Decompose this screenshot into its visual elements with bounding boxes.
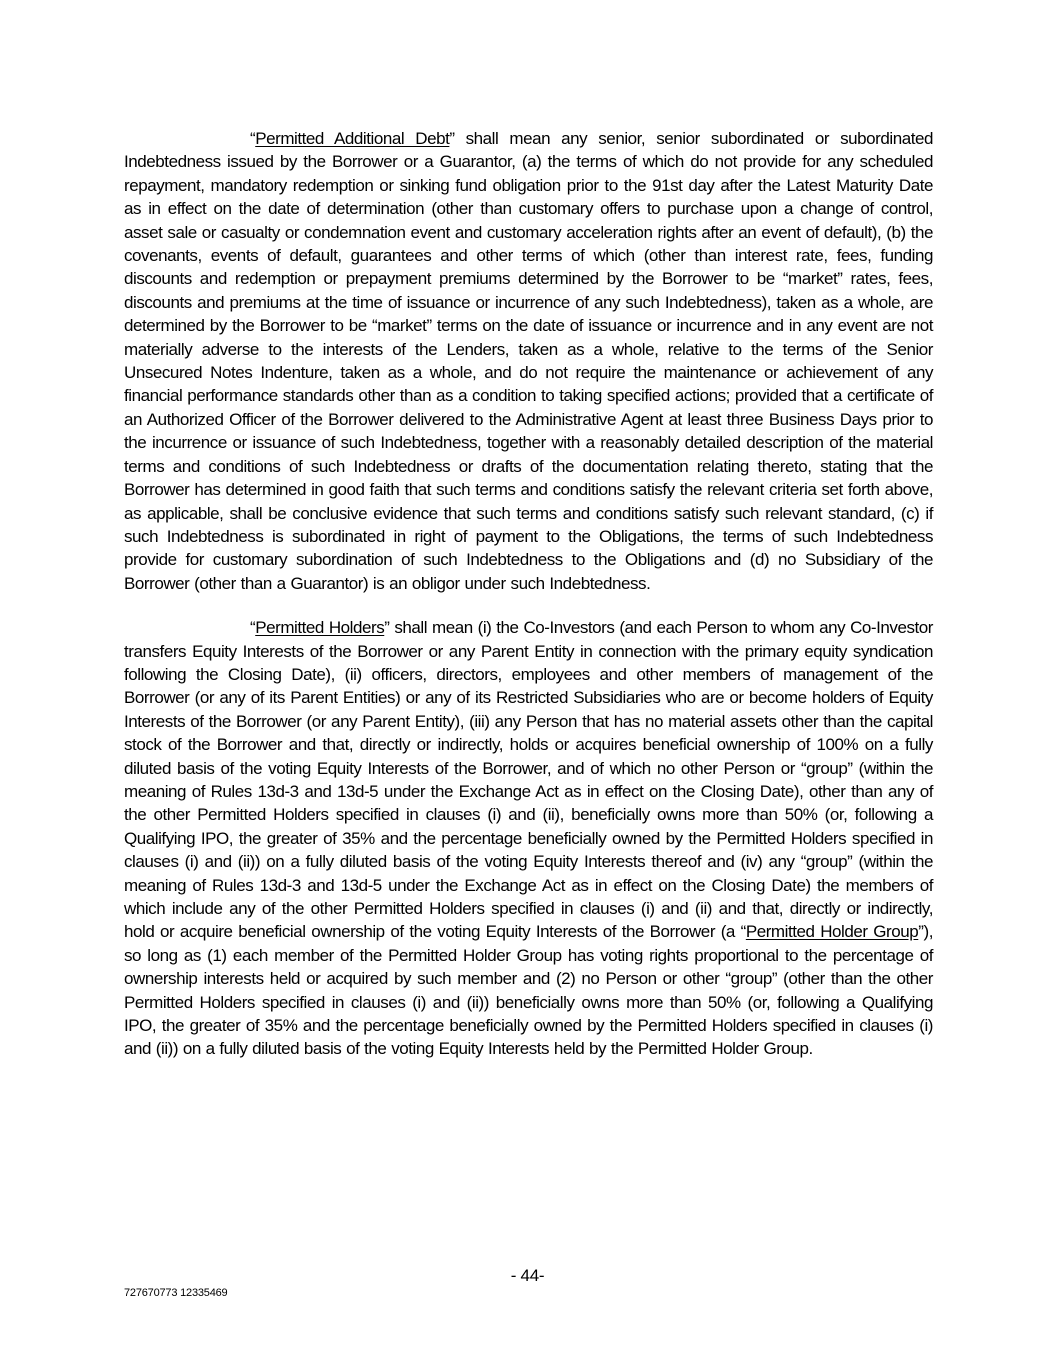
definition-permitted-additional-debt — [124, 127, 933, 595]
definition-text-continued: ”), so long as (1) each member of the Permitted Holder Group has voting rights proportional to the percentage of ownership interests held or acquired by such member and (2) no Person or other “group” (other than the other Permitted Holders specified in clauses (i) and (ii)) beneficially owns more than 50% (or, following a Qualifying IPO, the greater of 35% and the percentage beneficially owned by the Permitted Holders specified in clauses (i) and (ii)) on a fully diluted basis of the voting Equity Interests held by the Permitted Holder Group. — [124, 922, 933, 1059]
definition-text: shall mean (i) the Co-Investors (and each Person to whom any Co-Investor transfers Equity Interests of the Borrower or any Parent Entity in connection with the primary equity syndication following the Closing Date), (ii) officers, directors, employees and other members of management of the Borrower (or any of its Parent Entities) or any of its Restricted Subsidiaries who are or become holders of Equity Interests of the Borrower (or any Parent Entity), (iii) any Person that has no material assets other than the capital stock of the Borrower and that, directly or indirectly, holds or acquires beneficial ownership of 100% on a fully diluted basis of the voting Equity Interests of the Borrower, and of which no other Person or “group” (within the meaning of Rules 13d-3 and 13d-5 under the Exchange Act as in effect on the Closing Date), other than any of the other Permitted Holders specified in clauses (i) and (ii), beneficially owns more than 50% (or, following a Qualifying IPO, the greater of 35% and the percentage beneficially owned by the Permitted Holders specified in clauses (i) and (ii)) on a fully diluted basis of the voting Equity Interests thereof and (iv) any “group” (within the meaning of Rules 13d-3 and 13d-5 under the Exchange Act as in effect on the Closing Date) the members of which include any of the other Permitted Holders specified in clauses (i) and (ii) and that, directly or indirectly, hold or acquire beneficial ownership of the voting Equity Interests of the Borrower (a “ — [124, 618, 933, 942]
open-quote: “ — [250, 129, 256, 148]
open-quote: “ — [250, 618, 256, 638]
defined-term: Permitted Additional Debt — [255, 129, 450, 148]
document-id: 727670773 12335469 — [124, 1287, 228, 1299]
definition-permitted-holders — [124, 616, 933, 1061]
close-quote: ” — [449, 129, 455, 148]
close-quote: ” — [384, 618, 390, 638]
definition-text: shall mean any senior, senior subordinated or subordinated Indebtedness issued by the Borrower or a Guarantor, (a) the terms of which do not provide for any scheduled repayment, mandatory redemption or sinking fund obligation prior to the 91st day after the Latest Maturity Date as in effect on the date of determination (other than customary offers to purchase upon a change of control, asset sale or casualty or condemnation event and customary acceleration rights after an event of default), (b) the covenants, events of default, guarantees and other terms of which (other than interest rate, fees, funding discounts and redemption or prepayment premiums determined by the Borrower to be “market” rates, fees, discounts and premiums at the time of issuance or incurrence of any such Indebtedness), taken as a whole, are determined by the Borrower to be “market” terms on the date of issuance or incurrence and in any event are not materially adverse to the interests of the Lenders, taken as a whole, relative to the terms of the Senior Unsecured Notes Indenture, taken as a whole, and do not require the maintenance or achievement of any financial performance standards other than as a condition to taking specified actions; provided that a certificate of an Authorized Officer of the Borrower delivered to the Administrative Agent at least three Business Days prior to the incurrence or issuance of such Indebtedness, together with a reasonably detailed description of the material terms and conditions of such Indebtedness or drafts of the documentation relating thereto, stating that the Borrower has determined in good faith that such terms and conditions satisfy the relevant criteria set forth above, as applicable, shall be conclusive evidence that such terms and conditions satisfy such relevant standard, (c) if such Indebtedness is subordinated in right of payment to the Obligations, the terms of such Indebtedness provide for customary subordination of such Indebtedness to the Obligations and (d) no Subsidiary of the Borrower (other than a Guarantor) is an obligor under such Indebtedness. — [124, 129, 933, 593]
page-number: - 44- — [510, 1266, 545, 1285]
defined-term: Permitted Holders — [255, 618, 385, 638]
document-body — [124, 127, 933, 1061]
inner-defined-term: Permitted Holder Group — [745, 922, 919, 942]
